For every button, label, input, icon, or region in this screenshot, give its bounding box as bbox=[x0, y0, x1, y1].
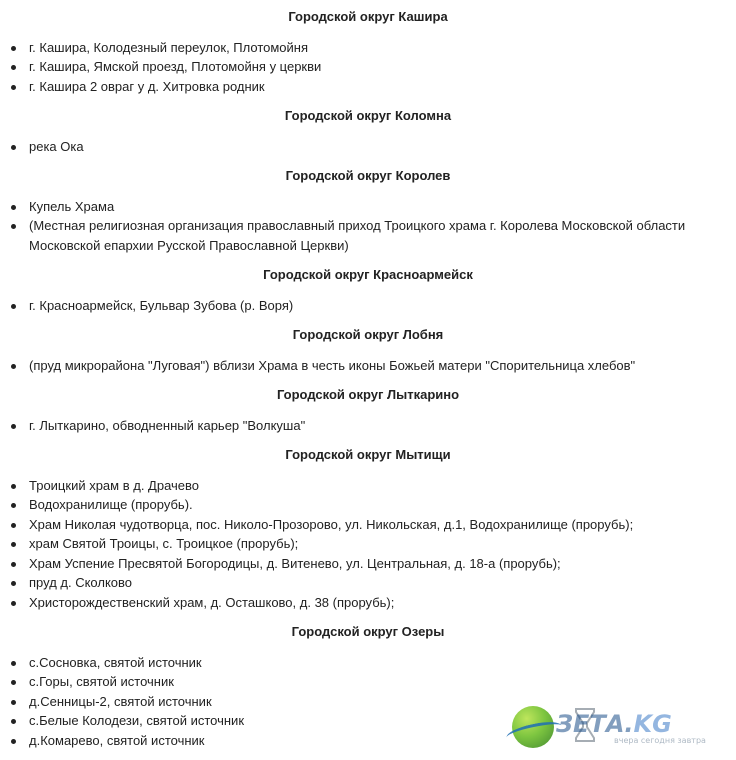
list-item-text: Водохранилище (прорубь). bbox=[29, 497, 193, 512]
bullet-icon bbox=[11, 224, 16, 229]
list-item-text: храм Святой Троицы, с. Троицкое (прорубь); bbox=[29, 536, 299, 551]
list-item-text: Храм Николая чудотворца, пос. Николо-Прозорово, ул. Никольская, д.1, Водохранилище (прорубь); bbox=[29, 516, 634, 532]
list-item-text: (Местная религиозная организация православный приход Троицкого храма г. Королева Московской области Московской епархии Русской Православной Церкви) bbox=[29, 218, 686, 253]
bullet-icon bbox=[11, 424, 16, 429]
bullet-icon bbox=[11, 503, 16, 508]
section-list bbox=[0, 38, 736, 97]
list-item bbox=[0, 672, 736, 692]
list-item bbox=[0, 573, 736, 593]
bullet-icon bbox=[11, 739, 16, 744]
section-list bbox=[0, 653, 736, 751]
list-item bbox=[0, 515, 736, 535]
bullet-icon bbox=[11, 304, 16, 309]
watermark-logo-main: ЗЕТА. bbox=[556, 710, 634, 738]
bullet-icon bbox=[11, 364, 16, 369]
list-item-text: Храм Успение Пресвятой Богородицы, д. Витенево, ул. Центральная, д. 18-а (прорубь); bbox=[29, 555, 561, 571]
list-item-text: г. Красноармейск, Бульвар Зубова (р. Воря) bbox=[29, 297, 294, 313]
bullet-icon bbox=[11, 85, 16, 90]
list-item-text: Христорождественский храм, д. Осташково, д. 38 (прорубь); bbox=[29, 594, 395, 610]
watermark-tagline: вчера сегодня завтра bbox=[614, 736, 706, 745]
bullet-icon bbox=[11, 46, 16, 51]
bullet-icon bbox=[11, 700, 16, 705]
list-item-text: река Ока bbox=[29, 138, 84, 154]
list-item bbox=[0, 38, 736, 58]
list-item bbox=[0, 77, 736, 97]
list-item bbox=[0, 137, 736, 157]
section-heading: Городской округ Королев bbox=[285, 168, 451, 183]
bullet-icon bbox=[11, 523, 16, 528]
list-item bbox=[0, 356, 736, 376]
list-item bbox=[0, 593, 736, 613]
bullet-icon bbox=[11, 581, 16, 586]
section-list bbox=[0, 296, 736, 316]
bullet-icon bbox=[11, 680, 16, 685]
section-list bbox=[0, 137, 736, 157]
list-item-text: пруд д. Сколково bbox=[29, 575, 133, 590]
list-item-text: д.Сенницы-2, святой источник bbox=[29, 693, 212, 709]
list-item-text: г. Кашира, Колодезный переулок, Плотомойня bbox=[29, 39, 309, 55]
bullet-icon bbox=[11, 145, 16, 150]
section-list bbox=[0, 197, 736, 256]
section-heading: Городской округ Красноармейск bbox=[263, 267, 473, 282]
list-item bbox=[0, 554, 736, 574]
list-item bbox=[0, 534, 736, 554]
list-item-text: (пруд микрорайона "Луговая") вблизи Храма в честь иконы Божьей матери "Спорительница хлебов" bbox=[29, 357, 636, 373]
section-list bbox=[0, 416, 736, 436]
bullet-icon bbox=[11, 484, 16, 489]
section-heading: Городской округ Коломна bbox=[284, 108, 452, 123]
list-item bbox=[0, 197, 736, 217]
list-item-text: с.Сосновка, святой источник bbox=[29, 654, 202, 670]
bullet-icon bbox=[11, 562, 16, 567]
section-heading: Городской округ Кашира bbox=[288, 9, 448, 24]
watermark-logo-suffix: KG bbox=[633, 710, 672, 738]
list-item bbox=[0, 731, 736, 751]
section-heading: Городской округ Лобня bbox=[292, 327, 444, 342]
list-item-text: г. Лыткарино, обводненный карьер "Волкуша" bbox=[29, 417, 306, 433]
list-item-text: г. Кашира, Ямской проезд, Плотомойня у церкви bbox=[29, 59, 322, 74]
bullet-icon bbox=[11, 719, 16, 724]
bullet-icon bbox=[11, 542, 16, 547]
bullet-icon bbox=[11, 601, 16, 606]
bullet-icon bbox=[11, 661, 16, 666]
list-item bbox=[0, 296, 736, 316]
list-item bbox=[0, 711, 736, 731]
section-heading: Городской округ Лыткарино bbox=[276, 387, 460, 402]
list-item bbox=[0, 476, 736, 496]
list-item-text: Купель Храма bbox=[29, 198, 115, 214]
section-heading: Городской округ Озеры bbox=[291, 624, 445, 639]
list-item-text: г. Кашира 2 овраг у д. Хитровка родник bbox=[29, 78, 265, 94]
section-list bbox=[0, 476, 736, 613]
list-item-text: д.Комарево, святой источник bbox=[29, 732, 205, 748]
list-item bbox=[0, 653, 736, 673]
list-item bbox=[0, 495, 736, 515]
list-item-text: с.Горы, святой источник bbox=[29, 674, 174, 689]
list-item-text: Троицкий храм в д. Драчево bbox=[29, 477, 200, 493]
bullet-icon bbox=[11, 65, 16, 70]
bullet-icon bbox=[11, 205, 16, 210]
section-heading: Городской округ Мытищи bbox=[285, 447, 451, 462]
article-content bbox=[0, 7, 736, 760]
list-item bbox=[0, 416, 736, 436]
list-item bbox=[0, 57, 736, 77]
section-list bbox=[0, 356, 736, 376]
list-item bbox=[0, 216, 736, 255]
list-item-text: с.Белые Колодези, святой источник bbox=[29, 713, 245, 728]
list-item bbox=[0, 692, 736, 712]
